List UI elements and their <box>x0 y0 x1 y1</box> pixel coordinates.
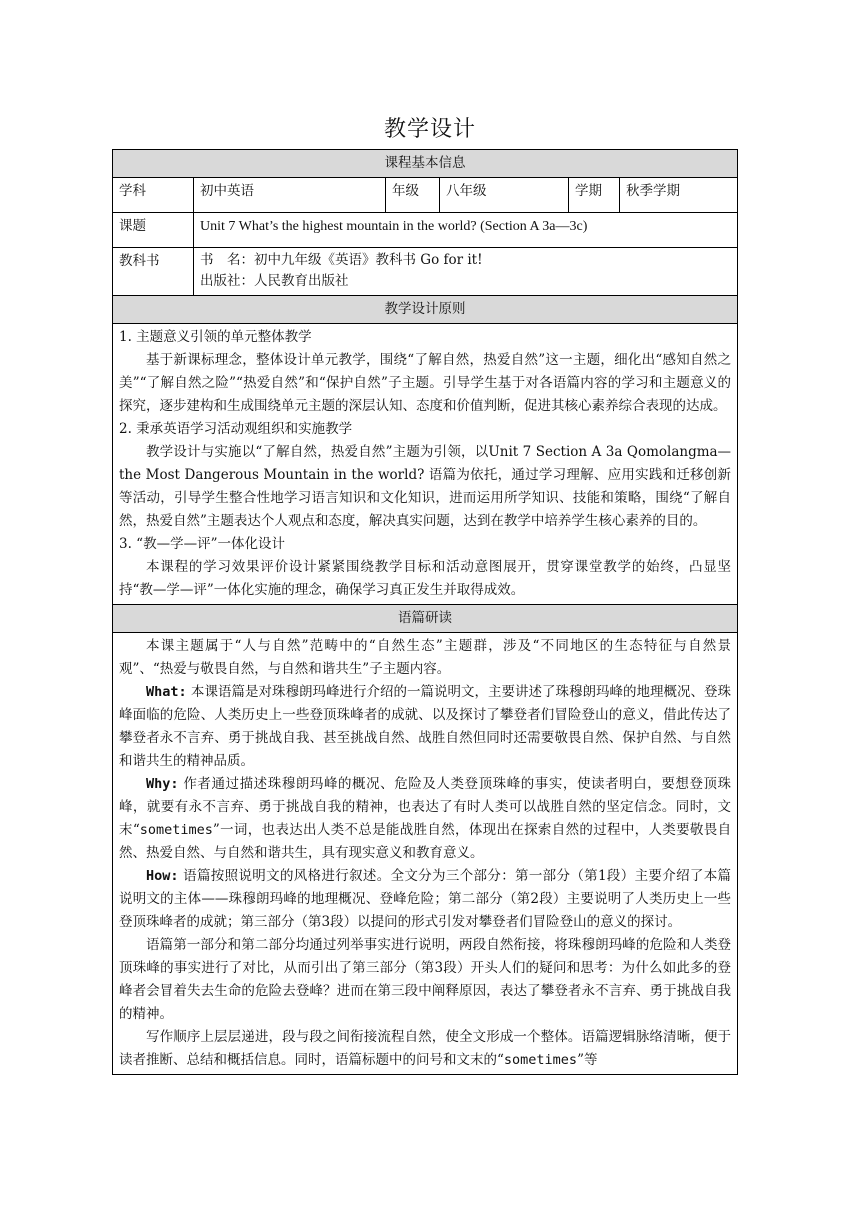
text-study-header: 语篇研读 <box>113 605 738 633</box>
principles-body <box>113 324 738 605</box>
topic-row <box>113 213 738 248</box>
principle-heading-3: 3. “教—学—评”一体化设计 <box>119 536 285 552</box>
writing-order-keyword: sometimes <box>503 1052 578 1068</box>
basic-info-header-row <box>113 150 738 178</box>
what-paragraph <box>119 681 731 773</box>
text-study-body <box>113 633 738 1075</box>
subject-label: 学科 <box>113 178 194 213</box>
writing-order-text: 写作顺序上层层递进，段与段之间衔接流程自然，使全文形成一个整体。语篇逻辑脉络清晰，便于读者推断、总结和概括信息。同时，语篇标题中的问号和文末的“ <box>119 1029 732 1068</box>
page-title: 教学设计 <box>383 117 476 142</box>
grade-label: 年级 <box>386 178 440 213</box>
theme-paragraph: 本课主题属于“人与自然”范畴中的“自然生态”主题群，涉及“不同地区的生态特征与自然景观”、“热爱与敬畏自然，与自然和谐共生”子主题内容。 <box>119 638 732 677</box>
text-study-header-row <box>113 605 738 633</box>
structure-paragraph: 语篇第一部分和第二部分均通过列举事实进行说明，两段自然衔接，将珠穆朗玛峰的危险和人类登顶珠峰的事实进行了对比，从而引出了第三部分（第3段）开头人们的疑问和思考：为什么如此多的登峰者会冒着失去生命的危险去登峰？进而在第三段中阐释原因，表达了攀登者永不言弃、勇于挑战自我的精神。 <box>119 937 732 1022</box>
principle-paragraph-1: 基于新课标理念，整体设计单元教学，围绕“了解自然，热爱自然”这一主题，细化出“感知自然之美”“了解自然之险”“热爱自然”和“保护自然”子主题。引导学生基于对各语篇内容的学习和主题意义的探究，逐步建构和生成围绕单元主题的深层认知、态度和价值判断，促进其核心素养综合表现的达成。 <box>119 352 732 414</box>
topic-label: 课题 <box>113 213 194 248</box>
how-paragraph <box>119 865 731 934</box>
term-label: 学期 <box>569 178 620 213</box>
principles-row <box>113 324 738 605</box>
principle-paragraph-2: 教学设计与实施以“了解自然，热爱自然”主题为引领，以Unit 7 Section A 3a Qomolangma—the Most Dangerous Mountain in the world? 语篇为依托，通过学习理解、应用实践和迁移创新等活动，引导学生整合性地学习语言知识和文化知识，进而运用所学知识、技能和策略，围绕“了解自然，热爱自然”主题表达个人观点和态度，解决真实问题，达到在教学中培养学生核心素养的目的。 <box>119 444 732 529</box>
subject-row <box>113 178 738 213</box>
textbook-name: 书 名：初中九年级《英语》教科书 Go for it! <box>200 252 483 268</box>
grade-value: 八年级 <box>440 178 569 213</box>
principle-paragraph-3: 本课程的学习效果评价设计紧紧围绕教学目标和活动意图展开，贯穿课堂教学的始终，凸显坚持“教—学—评”一体化实施的理念，确保学习真正发生并取得成效。 <box>119 559 732 598</box>
why-text-start: 作者通过描述珠穆朗玛峰的概况、危险及人类登顶珠峰的事实，使读者明白，要想登顶珠峰，就要有永不言弃、勇于挑战自我的精神，也表达了有时人类可以战胜自然的坚定信念。同时，文末“ <box>119 776 732 838</box>
why-label: Why: <box>146 776 179 792</box>
textbook-publisher: 出版社：人民教育出版社 <box>200 273 349 289</box>
textbook-row <box>113 248 738 296</box>
how-text: 语篇按照说明文的风格进行叙述。全文分为三个部分：第一部分（第1段）主要介绍了本篇说明文的主体——珠穆朗玛峰的地理概况、登峰危险；第二部分（第2段）主要说明了人类历史上一些登顶珠峰者的成就；第三部分（第3段）以提问的形式引发对攀登者们冒险登山的意义的探讨。 <box>119 868 732 930</box>
term-value: 秋季学期 <box>620 178 738 213</box>
textbook-label: 教科书 <box>113 248 194 296</box>
principles-header: 教学设计原则 <box>113 296 738 324</box>
principle-heading-1: 1. 主题意义引领的单元整体教学 <box>119 329 312 345</box>
topic-value: Unit 7 What’s the highest mountain in the world? (Section A 3a—3c) <box>194 213 738 248</box>
why-paragraph <box>119 773 731 865</box>
lesson-design-table <box>112 149 738 1075</box>
principle-heading-2: 2. 秉承英语学习活动观组织和实施教学 <box>119 421 353 437</box>
writing-order-end: ”等 <box>577 1052 598 1068</box>
why-text-end: ”一词，也表达出人类不总是能战胜自然，体现出在探索自然的过程中，人类要敬畏自然、热爱自然、与自然和谐共生，具有现实意义和教育意义。 <box>119 822 732 861</box>
what-label: What: <box>146 684 187 700</box>
why-keyword: sometimes <box>139 822 213 838</box>
principles-header-row <box>113 296 738 324</box>
writing-order-paragraph <box>119 1026 731 1072</box>
what-text: 本课语篇是对珠穆朗玛峰进行介绍的一篇说明文，主要讲述了珠穆朗玛峰的地理概况、登珠峰面临的危险、人类历史上一些登顶珠峰者的成就、以及探讨了攀登者们冒险登山的意义，借此传达了攀登者永不言弃、勇于挑战自我、甚至挑战自然、战胜自然但同时还需要敬畏自然、保护自然、与自然和谐共生的精神品质。 <box>119 684 732 769</box>
basic-info-header: 课程基本信息 <box>113 150 738 178</box>
subject-value: 初中英语 <box>194 178 386 213</box>
how-label: How: <box>146 868 179 884</box>
text-study-row <box>113 633 738 1075</box>
textbook-value <box>194 248 738 296</box>
